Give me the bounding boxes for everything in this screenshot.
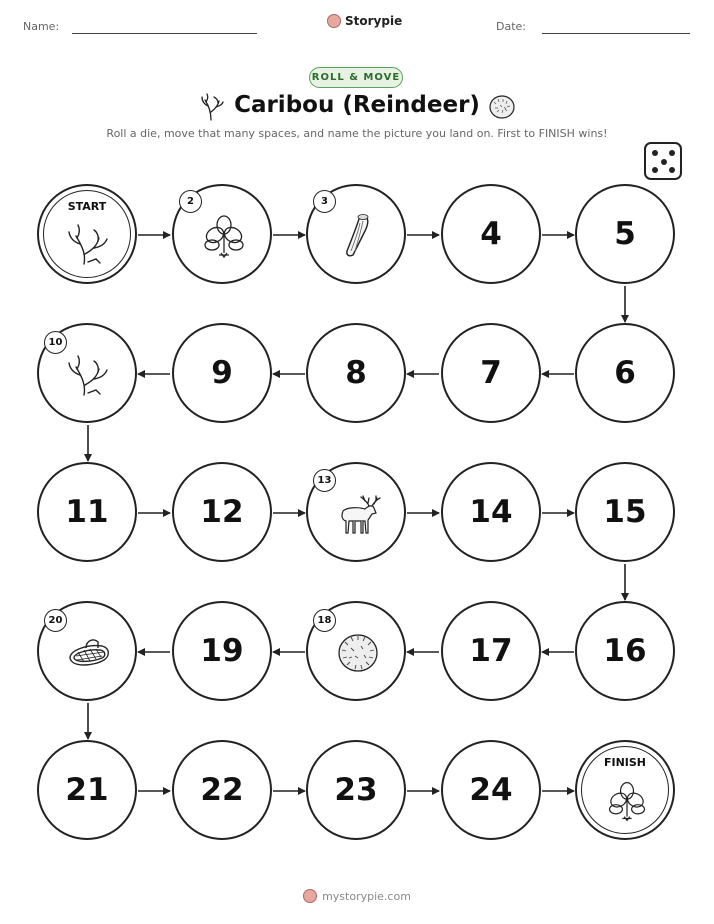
space-finish bbox=[575, 740, 675, 840]
space-4 bbox=[441, 184, 541, 284]
space-19 bbox=[172, 601, 272, 701]
space-number: 15 bbox=[603, 494, 647, 530]
space-14 bbox=[441, 462, 541, 562]
space-15 bbox=[575, 462, 675, 562]
space-number: 7 bbox=[480, 355, 502, 391]
space-number: 22 bbox=[200, 772, 244, 808]
lichen-plant-icon bbox=[199, 211, 249, 265]
brand-name: Storypie bbox=[345, 14, 403, 28]
space-21 bbox=[37, 740, 137, 840]
space-23 bbox=[306, 740, 406, 840]
footer bbox=[0, 889, 714, 903]
space-number-badge: 13 bbox=[313, 469, 336, 492]
space-start bbox=[37, 184, 137, 284]
space-number-badge: 18 bbox=[313, 609, 336, 632]
footer-site: mystorypie.com bbox=[322, 889, 411, 903]
space-number-badge: 10 bbox=[44, 331, 67, 354]
space-number: 8 bbox=[345, 355, 367, 391]
snowshoe-icon bbox=[64, 628, 114, 682]
moose-icon bbox=[333, 489, 383, 543]
space-8 bbox=[306, 323, 406, 423]
space-6 bbox=[575, 323, 675, 423]
space-24 bbox=[441, 740, 541, 840]
page-title: Caribou (Reindeer) bbox=[234, 92, 480, 118]
finish-label: FINISH bbox=[603, 756, 647, 769]
space-5 bbox=[575, 184, 675, 284]
space-number: 24 bbox=[469, 772, 513, 808]
fur-icon bbox=[333, 628, 383, 682]
space-number: 11 bbox=[65, 494, 109, 530]
space-17 bbox=[441, 601, 541, 701]
space-12 bbox=[172, 462, 272, 562]
space-number: 16 bbox=[603, 633, 647, 669]
space-number: 19 bbox=[200, 633, 244, 669]
space-number: 23 bbox=[334, 772, 378, 808]
antler-icon bbox=[64, 353, 114, 403]
space-9 bbox=[172, 323, 272, 423]
space-number: 4 bbox=[480, 216, 502, 252]
start-label: START bbox=[67, 200, 107, 213]
antler-icon bbox=[64, 222, 114, 272]
space-11 bbox=[37, 462, 137, 562]
instructions: Roll a die, move that many spaces, and name the picture you land on. First to FINISH wins! bbox=[106, 127, 608, 140]
date-label: Date: bbox=[496, 20, 526, 33]
storypie-logo-icon bbox=[303, 889, 317, 903]
horn-icon bbox=[333, 211, 383, 265]
space-16 bbox=[575, 601, 675, 701]
name-label: Name: bbox=[23, 20, 60, 33]
space-number: 17 bbox=[469, 633, 513, 669]
space-22 bbox=[172, 740, 272, 840]
game-type-badge: ROLL & MOVE bbox=[309, 67, 403, 88]
space-number: 21 bbox=[65, 772, 109, 808]
space-7 bbox=[441, 323, 541, 423]
space-number: 14 bbox=[469, 494, 513, 530]
space-number-badge: 2 bbox=[179, 190, 202, 213]
lichen-plant-icon bbox=[602, 778, 652, 828]
space-number: 12 bbox=[200, 494, 244, 530]
space-number-badge: 3 bbox=[313, 190, 336, 213]
space-number: 5 bbox=[614, 216, 636, 252]
space-number: 6 bbox=[614, 355, 636, 391]
space-number: 9 bbox=[211, 355, 233, 391]
space-number-badge: 20 bbox=[44, 609, 67, 632]
